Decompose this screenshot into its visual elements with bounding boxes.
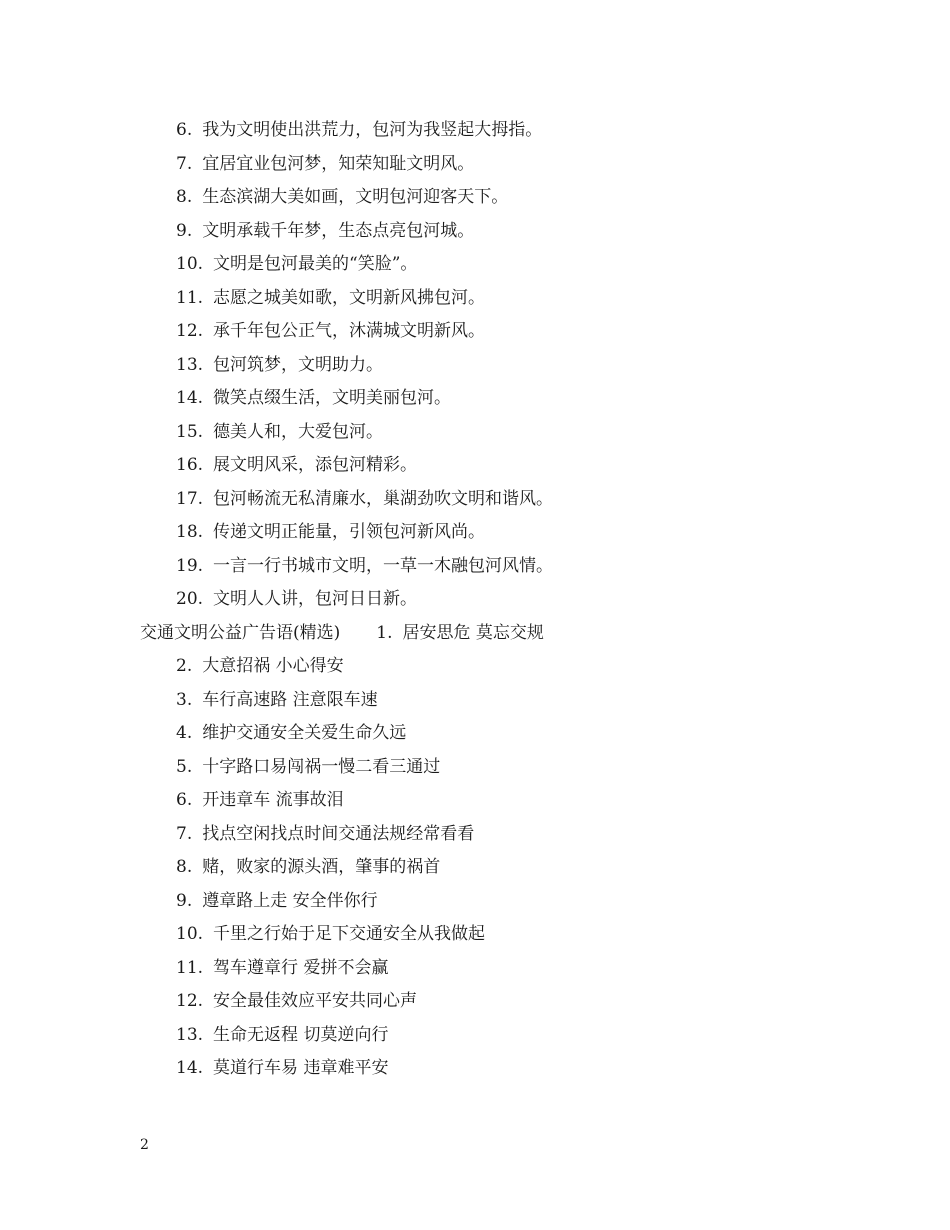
section-heading-line	[0, 620, 950, 654]
list-item	[0, 720, 950, 754]
item-text: 文明承载千年梦，生态点亮包河城。	[202, 220, 475, 241]
item-text: 承千年包公正气，沐满城文明新风。	[213, 321, 486, 341]
list-item	[0, 653, 950, 687]
item-number: 13.	[176, 1024, 204, 1045]
item-number: 5.	[176, 756, 193, 777]
section-heading: 交通文明公益广告语(精选)	[140, 622, 341, 643]
item-number: 16.	[176, 455, 204, 475]
item-text: 大意招祸 小心得安	[202, 656, 344, 676]
list-item	[0, 419, 950, 453]
item-number: 15.	[176, 421, 204, 442]
item-text: 赌，败家的源头酒，肇事的祸首	[202, 857, 441, 877]
item-text: 文明人人讲，包河日日新。	[213, 589, 418, 609]
item-number: 20.	[176, 589, 204, 609]
item-text: 千里之行始于足下交通安全从我做起	[213, 924, 486, 944]
list-item	[0, 988, 950, 1022]
item-text: 志愿之城美如歌，文明新风拂包河。	[213, 287, 486, 308]
item-text: 车行高速路 注意限车速	[202, 689, 378, 710]
item-text: 生命无返程 切莫逆向行	[213, 1024, 389, 1045]
list-item	[0, 854, 950, 888]
item-number: 10.	[176, 254, 204, 274]
item-number: 3.	[176, 689, 193, 710]
list-item	[0, 1022, 950, 1056]
item-text: 我为文明使出洪荒力，包河为我竖起大拇指。	[202, 120, 543, 140]
item-text: 维护交通安全关爱生命久远	[202, 723, 407, 743]
list-item	[0, 385, 950, 419]
item-text: 找点空闲找点时间交通法规经常看看	[202, 823, 475, 844]
item-number: 9.	[176, 220, 193, 241]
list-item	[0, 251, 950, 285]
list-item	[0, 486, 950, 520]
item-number: 2.	[176, 656, 193, 676]
list-item	[0, 955, 950, 989]
item-text: 包河筑梦，文明助力。	[213, 354, 384, 375]
item-number: 7.	[176, 823, 193, 844]
item-text: 生态滨湖大美如画，文明包河迎客天下。	[202, 187, 509, 207]
item-number: 12.	[176, 991, 204, 1011]
list-item	[0, 519, 950, 553]
list-item	[0, 352, 950, 386]
item-text: 包河畅流无私清廉水，巢湖劲吹文明和谐风。	[213, 488, 554, 509]
item-text: 十字路口易闯祸一慢二看三通过	[202, 756, 441, 777]
list-item	[0, 553, 950, 587]
item-text: 居安思危 莫忘交规	[402, 622, 544, 643]
item-number: 11.	[176, 957, 204, 978]
item-text: 遵章路上走 安全伴你行	[202, 890, 378, 911]
item-text: 微笑点缀生活，文明美丽包河。	[213, 388, 452, 408]
list-item	[0, 117, 950, 151]
item-text: 一言一行书城市文明，一草一木融包河风情。	[213, 555, 554, 576]
list-item	[0, 452, 950, 486]
page-number: 2	[140, 1137, 149, 1153]
list-item	[0, 285, 950, 319]
item-text: 安全最佳效应平安共同心声	[213, 991, 418, 1011]
list-item	[0, 888, 950, 922]
list-item	[0, 687, 950, 721]
list-item	[0, 754, 950, 788]
item-text: 传递文明正能量，引领包河新风尚。	[213, 522, 486, 542]
list-item	[0, 821, 950, 855]
list-item	[0, 184, 950, 218]
item-number: 6.	[176, 790, 193, 810]
item-number: 8.	[176, 187, 193, 207]
item-number: 8.	[176, 857, 193, 877]
item-number: 17.	[176, 488, 204, 509]
item-number: 14.	[176, 388, 204, 408]
list-item	[0, 586, 950, 620]
item-number: 14.	[176, 1058, 204, 1078]
item-number: 9.	[176, 890, 193, 911]
item-text: 莫道行车易 违章难平安	[213, 1058, 389, 1078]
list-item	[0, 218, 950, 252]
item-number: 13.	[176, 354, 204, 375]
item-number: 7.	[176, 153, 193, 174]
item-number: 19.	[176, 555, 204, 576]
item-text: 展文明风采，添包河精彩。	[213, 455, 418, 475]
item-text: 文明是包河最美的“笑脸”。	[213, 254, 418, 274]
item-number: 4.	[176, 723, 193, 743]
list-item	[0, 921, 950, 955]
slogan-list	[0, 117, 950, 1089]
item-text: 德美人和，大爱包河。	[213, 421, 384, 442]
list-item	[0, 787, 950, 821]
item-number: 10.	[176, 924, 204, 944]
item-number: 1.	[376, 622, 393, 643]
item-text: 宜居宜业包河梦，知荣知耻文明风。	[202, 153, 475, 174]
item-number: 11.	[176, 287, 204, 308]
item-number: 18.	[176, 522, 204, 542]
item-number: 6.	[176, 120, 193, 140]
item-number: 12.	[176, 321, 204, 341]
item-text: 驾车遵章行 爱拼不会赢	[213, 957, 389, 978]
item-text: 开违章车 流事故泪	[202, 790, 344, 810]
list-item	[0, 151, 950, 185]
list-item	[0, 318, 950, 352]
list-item	[0, 1055, 950, 1089]
